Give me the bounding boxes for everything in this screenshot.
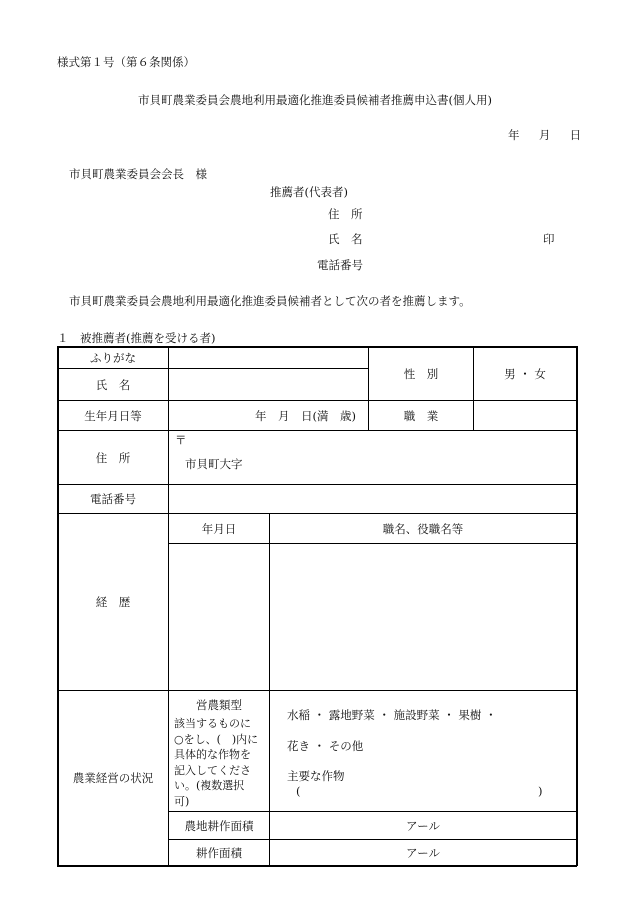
furigana-label: ふりがな — [90, 350, 136, 365]
note-line: ○をし、( )内に — [174, 732, 259, 746]
gender-label: 性 別 — [403, 366, 439, 381]
name-field[interactable] — [169, 369, 368, 400]
career-date-field[interactable] — [169, 544, 269, 690]
form-title: 市貝町農業委員会農地利用最適化推進委員候補者推薦申込書(個人用) — [138, 93, 492, 107]
farming-type-note — [174, 716, 258, 809]
form-number: 様式第１号（第６条関係） — [57, 55, 195, 69]
occupation-field[interactable] — [474, 401, 576, 430]
career-title-header: 職名、役職名等 — [382, 521, 464, 536]
occupation-label: 職 業 — [403, 408, 439, 423]
cultivation-area-label: 耕作面積 — [196, 845, 242, 860]
furigana-field[interactable] — [169, 347, 368, 368]
postal-mark: 〒 — [175, 433, 187, 447]
main-crops-field[interactable] — [303, 784, 533, 800]
recommender-address-label: 住 所 — [328, 207, 363, 221]
phone-field[interactable] — [169, 485, 576, 513]
note-line: 記入してくださ — [174, 763, 251, 777]
address-prefix: 市貝町大字 — [185, 457, 243, 471]
section1-heading: １ 被推薦者(推薦を受ける者) — [57, 331, 216, 345]
recommendation-statement: 市貝町農業委員会農地利用最適化推進委員候補者として次の者を推薦します。 — [69, 294, 471, 308]
date-year: 年 — [508, 128, 520, 142]
addressee: 市貝町農業委員会会長 様 — [69, 167, 207, 181]
recommender-heading: 推薦者(代表者) — [270, 185, 348, 199]
farmland-area-label: 農地耕作面積 — [184, 818, 254, 833]
main-crops-paren-close: ) — [538, 784, 543, 798]
phone-label: 電話番号 — [90, 492, 136, 506]
farming-status-label: 農業経営の状況 — [72, 771, 154, 785]
farmland-area-unit[interactable]: アール — [406, 818, 440, 833]
crop-options-line1[interactable]: 水稲 ・ 露地野菜 ・ 施設野菜 ・ 果樹 ・ — [287, 708, 497, 722]
gender-options[interactable]: 男 ・ 女 — [504, 366, 546, 381]
note-line: 該当するものに — [174, 717, 251, 730]
date-month: 月 — [538, 128, 551, 142]
recommender-name-label: 氏 名 — [328, 232, 363, 246]
main-crops-label: 主要な作物 — [287, 769, 345, 783]
note-line: い。(複数選択 — [174, 779, 245, 792]
career-title-field[interactable] — [270, 544, 576, 690]
birth-label: 生年月日等 — [84, 408, 142, 423]
recommender-phone-label: 電話番号 — [317, 258, 363, 272]
address-label: 住 所 — [95, 450, 131, 465]
main-crops-paren-open: ( — [296, 784, 301, 798]
seal-mark: 印 — [543, 232, 555, 246]
cultivation-area-unit[interactable]: アール — [406, 845, 440, 860]
farming-type-title: 営農類型 — [196, 698, 242, 712]
crop-options-line2[interactable]: 花き ・ その他 — [287, 739, 364, 753]
birth-field[interactable]: 年 月 日(満 歳) — [255, 408, 356, 423]
note-line: 具体的な作物を — [174, 748, 251, 761]
career-date-header: 年月日 — [201, 521, 237, 536]
career-label: 経 歴 — [95, 595, 131, 609]
name-label: 氏 名 — [95, 377, 131, 392]
note-line: 可) — [174, 794, 190, 808]
date-day: 日 — [569, 128, 582, 142]
